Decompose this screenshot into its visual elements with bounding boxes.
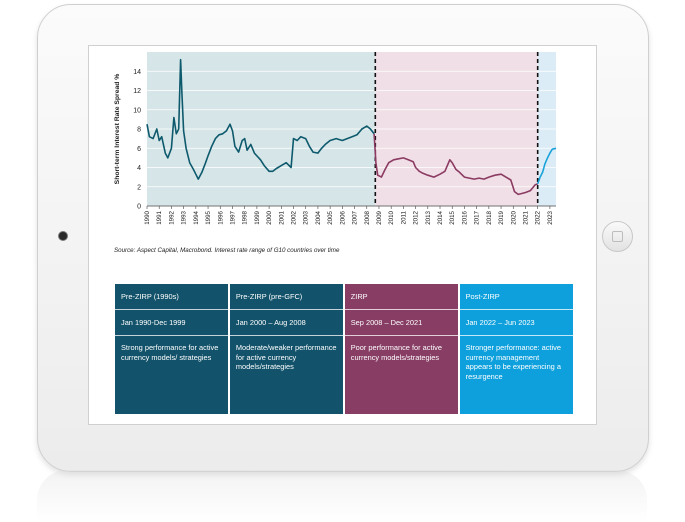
y-tick-label: 10 [133,107,141,115]
x-tick-label: 1999 [253,211,261,225]
x-tick-label: 1997 [229,211,237,225]
regime-column-pre-zirp-1990s [115,284,228,414]
x-tick-label: 1994 [192,211,200,225]
x-tick-label: 1990 [144,211,151,225]
regime-dates: Jan 1990-Dec 1999 [115,309,228,335]
source-note: Source: Aspect Capital, Macrobond. Interest rate range of G10 countries over time [114,247,340,254]
regime-description: Strong performance for active currency models/ strategies [115,335,228,414]
regime-header: Pre-ZIRP (pre-GFC) [230,284,343,309]
x-tick-label: 2019 [498,211,506,225]
x-tick-label: 2023 [546,211,554,225]
x-tick-label: 2021 [522,211,530,225]
y-tick-label: 0 [137,203,141,211]
regime-description: Moderate/weaker performance for active currency models/strategies [230,335,343,414]
regime-dates: Jan 2022 – Jun 2023 [460,309,573,335]
x-tick-label: 2004 [314,211,322,225]
x-tick-label: 2005 [327,211,335,225]
tablet-reflection [37,470,647,522]
x-tick-label: 2009 [375,211,383,225]
regime-dates: Sep 2008 – Dec 2021 [345,309,458,335]
x-tick-label: 2018 [485,211,493,225]
y-tick-label: 4 [137,165,141,172]
regime-table [115,284,573,414]
camera-icon [59,232,67,240]
regime-header: Post-ZIRP [460,284,573,309]
x-tick-label: 2020 [510,211,518,225]
x-tick-label: 2006 [339,210,347,225]
x-tick-label: 2008 [363,211,371,225]
x-tick-label: 2013 [424,211,432,225]
y-tick-label: 6 [137,145,141,153]
x-tick-label: 2003 [302,211,310,225]
x-tick-label: 2000 [266,211,274,225]
x-tick-label: 2022 [534,211,542,225]
x-tick-label: 1996 [217,211,225,225]
regime-column-post-zirp [460,284,573,414]
regime-column-pre-zirp-pre-gfc [230,284,343,414]
x-tick-label: 2017 [473,211,481,225]
x-tick-label: 2014 [437,211,445,225]
y-axis-label: Short-term Interest Rate Spread % [114,73,121,185]
y-tick-label: 12 [133,88,141,95]
x-tick-label: 2015 [449,211,457,225]
x-tick-label: 2007 [351,211,359,225]
regime-description: Stronger performance: active currency management appears to be experiencing a resurgence [460,335,573,414]
x-tick-label: 1995 [205,211,213,225]
regime-column-zirp [345,284,458,414]
interest-rate-spread-chart [89,46,596,246]
tablet-screen [88,45,597,425]
x-tick-label: 2016 [461,211,469,225]
regime-header: Pre-ZIRP (1990s) [115,284,228,309]
y-tick-label: 8 [137,126,141,134]
regime-dates: Jan 2000 – Aug 2008 [230,309,343,335]
x-tick-label: 2002 [290,211,298,225]
x-tick-label: 1991 [156,211,164,225]
regime-header: ZIRP [345,284,458,309]
home-button[interactable] [602,221,633,252]
regime-description: Poor performance for active currency models/strategies [345,335,458,414]
y-tick-label: 2 [137,184,141,192]
x-tick-label: 1992 [168,211,176,225]
y-tick-label: 14 [133,68,141,76]
x-tick-label: 2010 [388,211,396,225]
x-tick-label: 2011 [400,211,408,225]
x-tick-label: 1993 [180,211,188,225]
x-tick-label: 2012 [412,211,420,225]
x-tick-label: 1998 [241,211,249,225]
x-tick-label: 2001 [278,211,286,225]
